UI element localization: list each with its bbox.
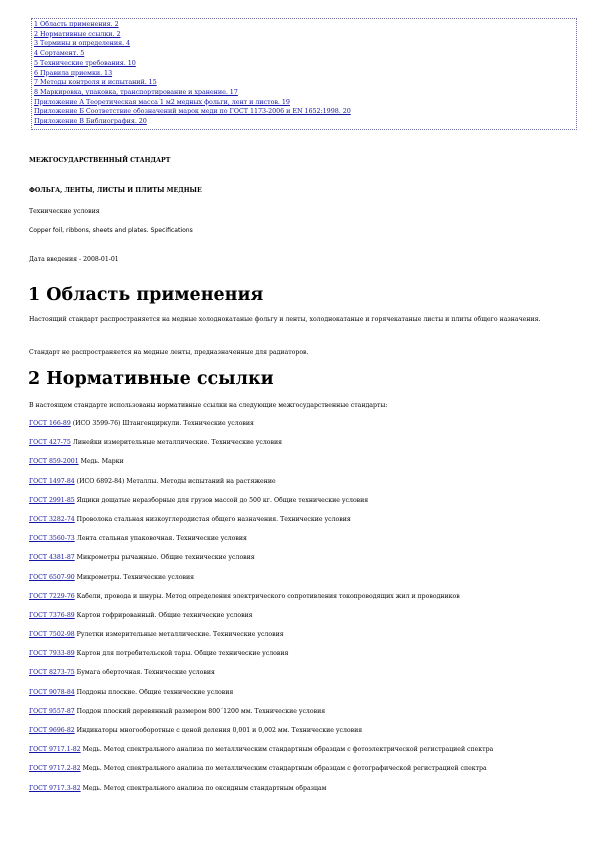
reference-item <box>29 611 569 620</box>
reference-link[interactable]: ГОСТ 7229-76 <box>29 592 75 600</box>
reference-item <box>29 764 569 773</box>
table-of-contents <box>31 18 577 130</box>
toc-link-section-5[interactable]: 5 Технические требования. 10 <box>34 58 136 67</box>
reference-item <box>29 438 569 447</box>
reference-text: Поддоны плоские. Общие технические условия <box>74 688 234 696</box>
reference-item <box>29 419 569 428</box>
reference-text: Поддон плоский деревянный размером 800´1200 мм. Технические условия <box>74 707 326 715</box>
toc-link-appendix-v[interactable]: Приложение В Библиография. 20 <box>34 117 147 126</box>
reference-link[interactable]: ГОСТ 7502-98 <box>29 631 75 639</box>
reference-text: Картон гофрированный. Общие технические условия <box>74 611 253 619</box>
reference-text: Ящики дощатые неразборные для грузов массой до 500 кг. Общие технические условия <box>74 496 369 504</box>
reference-link[interactable]: ГОСТ 9696-82 <box>29 727 75 734</box>
reference-link[interactable]: ГОСТ 9717.1-82 <box>29 746 81 754</box>
reference-link[interactable]: ГОСТ 9717.3-82 <box>29 784 81 792</box>
document-title: ФОЛЬГА, ЛЕНТЫ, ЛИСТЫ И ПЛИТЫ МЕДНЫЕ <box>29 187 202 194</box>
reference-item <box>29 496 569 505</box>
reference-link[interactable]: ГОСТ 166-89 <box>29 420 71 427</box>
toc-link-section-2[interactable]: 2 Нормативные ссылки. 2 <box>34 29 121 38</box>
reference-link[interactable]: ГОСТ 1497-84 <box>29 477 75 485</box>
reference-text: Линейки измерительные металлические. Технические условия <box>70 439 283 447</box>
reference-link[interactable]: ГОСТ 8273-75 <box>29 669 75 677</box>
reference-text: Медь. Марки <box>78 458 124 466</box>
standard-type: МЕЖГОСУДАРСТВЕННЫЙ СТАНДАРТ <box>29 157 171 164</box>
reference-item <box>29 745 569 754</box>
reference-text: Микрометры. Технические условия <box>74 573 195 581</box>
reference-link[interactable]: ГОСТ 9717.2-82 <box>29 765 81 773</box>
section-2-heading: 2 Нормативные ссылки <box>28 369 274 389</box>
reference-text: (ИСО 3599-76) Штангенциркули. Технические условия <box>70 420 254 427</box>
toc-link-section-7[interactable]: 7 Методы контроля и испытаний. 15 <box>34 78 157 87</box>
reference-link[interactable]: ГОСТ 9078-84 <box>29 688 75 696</box>
reference-link[interactable]: ГОСТ 3282-74 <box>29 515 75 523</box>
reference-text: Кабели, провода и шнуры. Метод определения электрического сопротивления токопроводящих жил и проводников <box>74 592 460 600</box>
document-subtitle: Технические условия <box>29 208 100 215</box>
reference-item <box>29 707 569 716</box>
reference-link[interactable]: ГОСТ 3560-73 <box>29 535 75 543</box>
introduction-date: Дата введения - 2008-01-01 <box>29 256 119 263</box>
toc-link-section-3[interactable]: 3 Термины и определения. 4 <box>34 39 131 48</box>
reference-text: Рулетки измерительные металлические. Технические условия <box>74 631 284 639</box>
toc-link-section-4[interactable]: 4 Сортамент. 5 <box>34 49 85 58</box>
reference-item <box>29 573 569 582</box>
toc-link-appendix-a[interactable]: Приложение А Теоретическая масса 1 м2 медных фольги, лент и листов. 19 <box>34 97 290 106</box>
reference-link[interactable]: ГОСТ 9557-87 <box>29 707 75 715</box>
reference-text: Микрометры рычажные. Общие технические условия <box>74 554 255 562</box>
english-title: Copper foil, ribbons, sheets and plates. Specifications <box>29 227 193 234</box>
reference-text: Проволока стальная низкоуглеродистая общего назначения. Технические условия <box>74 515 351 523</box>
reference-item <box>29 592 569 601</box>
reference-item <box>29 515 569 524</box>
reference-item <box>29 534 569 543</box>
reference-link[interactable]: ГОСТ 859-2001 <box>29 458 79 466</box>
reference-text: Лента стальная упаковочная. Технические условия <box>74 535 247 543</box>
reference-item <box>29 457 569 466</box>
section-1-heading: 1 Область применения <box>28 285 264 305</box>
reference-link[interactable]: ГОСТ 6507-90 <box>29 573 75 581</box>
reference-item <box>29 630 569 639</box>
reference-link[interactable]: ГОСТ 2991-85 <box>29 496 75 504</box>
reference-item <box>29 726 569 735</box>
normative-references-list <box>29 419 569 803</box>
reference-link[interactable]: ГОСТ 427-75 <box>29 439 71 447</box>
reference-text: Медь. Метод спектрального анализа по металлическим стандартным образцам с фотографической регистрацией спектра <box>80 765 487 773</box>
reference-link[interactable]: ГОСТ 7376-89 <box>29 611 75 619</box>
reference-item <box>29 784 569 793</box>
reference-item <box>29 668 569 677</box>
reference-item <box>29 477 569 486</box>
reference-item <box>29 553 569 562</box>
reference-text: Медь. Метод спектрального анализа по оксидным стандартным образцам <box>80 784 327 792</box>
reference-item <box>29 649 569 658</box>
reference-text: Картон для потребительской тары. Общие технические условия <box>74 650 289 658</box>
reference-item <box>29 688 569 697</box>
section-1-paragraph-1: Настоящий стандарт распространяется на медные холоднокатаные фольгу и ленты, холоднокатаные и горячекатаные листы и плиты общего назначения. <box>29 316 541 323</box>
toc-link-section-1[interactable]: 1 Область применения. 2 <box>34 20 119 28</box>
reference-text: Бумага оберточная. Технические условия <box>74 669 215 677</box>
toc-link-appendix-b[interactable]: Приложение Б Соответствие обозначений марок меди по ГОСТ 1173-2006 и EN 1652:1998. 20 <box>34 107 351 116</box>
reference-text: Медь. Метод спектрального анализа по металлическим стандартным образцам с фотоэлектрической регистрацией спектра <box>80 746 494 754</box>
reference-text: Индикаторы многооборотные с ценой деления 0,001 и 0,002 мм. Технические условия <box>74 727 363 734</box>
reference-link[interactable]: ГОСТ 4381-87 <box>29 554 75 562</box>
section-1-paragraph-2: Стандарт не распространяется на медные ленты, предназначенные для радиаторов. <box>29 349 309 356</box>
reference-link[interactable]: ГОСТ 7933-89 <box>29 650 75 658</box>
reference-text: (ИСО 6892-84) Металлы. Методы испытаний на растяжение <box>74 477 276 485</box>
section-2-intro: В настоящем стандарте использованы нормативные ссылки на следующие межгосударственные стандарты: <box>29 402 388 409</box>
toc-link-section-8[interactable]: 8 Маркировка, упаковка, транспортирование и хранение. 17 <box>34 87 238 96</box>
toc-link-section-6[interactable]: 6 Правила приемки. 13 <box>34 68 113 77</box>
